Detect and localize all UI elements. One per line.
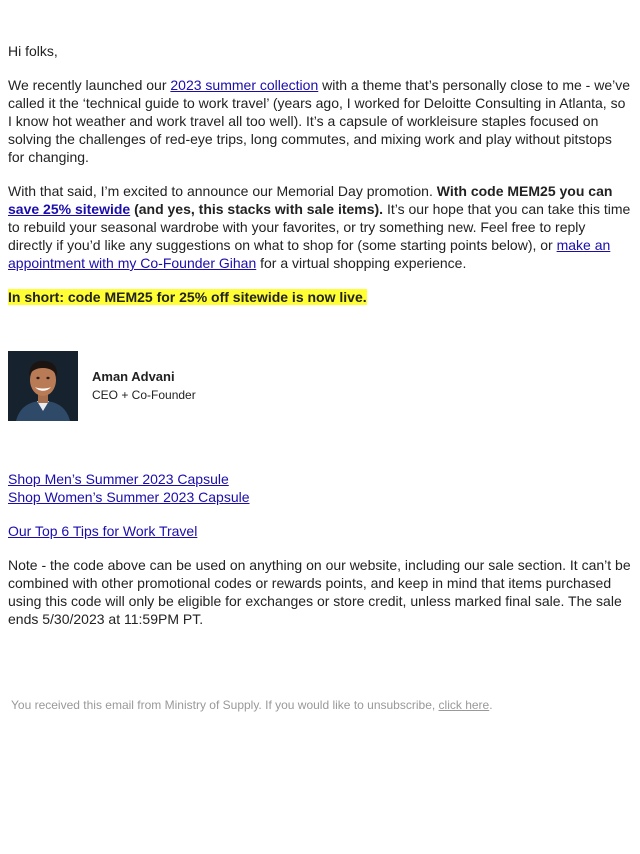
promo-middle: It’s our hope that you can take this time to rebuild your seasonal wardrobe with your favorites, or try something new. Feel free to reply directly if you’d like any suggestions on what to shop for (some starting points below), or bbox=[8, 201, 631, 253]
summary-paragraph bbox=[8, 288, 632, 306]
promo-bold-start: With code MEM25 you can bbox=[436, 183, 613, 199]
shop-mens-link[interactable]: Shop Men’s Summer 2023 Capsule bbox=[8, 471, 229, 487]
promo-end: for a virtual shopping experience. bbox=[256, 255, 467, 271]
footer-end: . bbox=[489, 698, 493, 712]
note-paragraph: Note - the code above can be used on anything on our website, including our sale section. It can’t be combined with other promotional codes or rewards points, and keep in mind that items purchased using this code will only be eligible for exchanges or store credit, unless marked final sale. The sale ends 5/30/2023 at 11:59PM PT. bbox=[8, 557, 631, 627]
unsubscribe-link[interactable]: click here bbox=[438, 698, 490, 712]
appointment-link[interactable]: make an appointment with my Co-Founder Gihan bbox=[8, 237, 611, 271]
promo-bold-end: (and yes, this stacks with sale items). bbox=[130, 201, 384, 217]
promo-intro: With that said, I’m excited to announce our Memorial Day promotion. bbox=[8, 183, 437, 199]
shop-womens-link[interactable]: Shop Women’s Summer 2023 Capsule bbox=[8, 489, 250, 505]
intro-paragraph bbox=[8, 76, 632, 166]
signature-block bbox=[8, 351, 632, 421]
signature-text bbox=[92, 368, 196, 404]
avatar bbox=[8, 351, 78, 421]
save-sitewide-link[interactable]: save 25% sitewide bbox=[8, 201, 131, 217]
signature-name: Aman Advani bbox=[92, 369, 175, 384]
footer bbox=[11, 697, 493, 713]
intro-text-after: with a theme that’s personally close to me - we’ve called it the ‘technical guide to work travel’ (years ago, I worked for Deloitte Consulting in Atlanta, so I know hot weather and work travel all too well). It’s a capsule of workleisure staples focused on solving the challenges of red-eye trips, long commutes, and mixing work and play without pitstops for changing. bbox=[8, 77, 631, 165]
summer-collection-link[interactable]: 2023 summer collection bbox=[170, 77, 319, 93]
greeting: Hi folks, bbox=[8, 43, 58, 59]
intro-text-before: We recently launched our bbox=[8, 77, 171, 93]
footer-text: You received this email from Ministry of Supply. If you would like to unsubscribe, bbox=[11, 698, 439, 712]
promo-paragraph bbox=[8, 182, 632, 272]
portrait-image bbox=[8, 351, 78, 421]
summary-highlight: In short: code MEM25 for 25% off sitewide is now live. bbox=[8, 289, 367, 305]
work-travel-tips-link[interactable]: Our Top 6 Tips for Work Travel bbox=[8, 523, 198, 539]
signature-title: CEO + Co-Founder bbox=[92, 388, 196, 402]
email-body bbox=[8, 42, 632, 644]
shop-links bbox=[8, 470, 632, 540]
